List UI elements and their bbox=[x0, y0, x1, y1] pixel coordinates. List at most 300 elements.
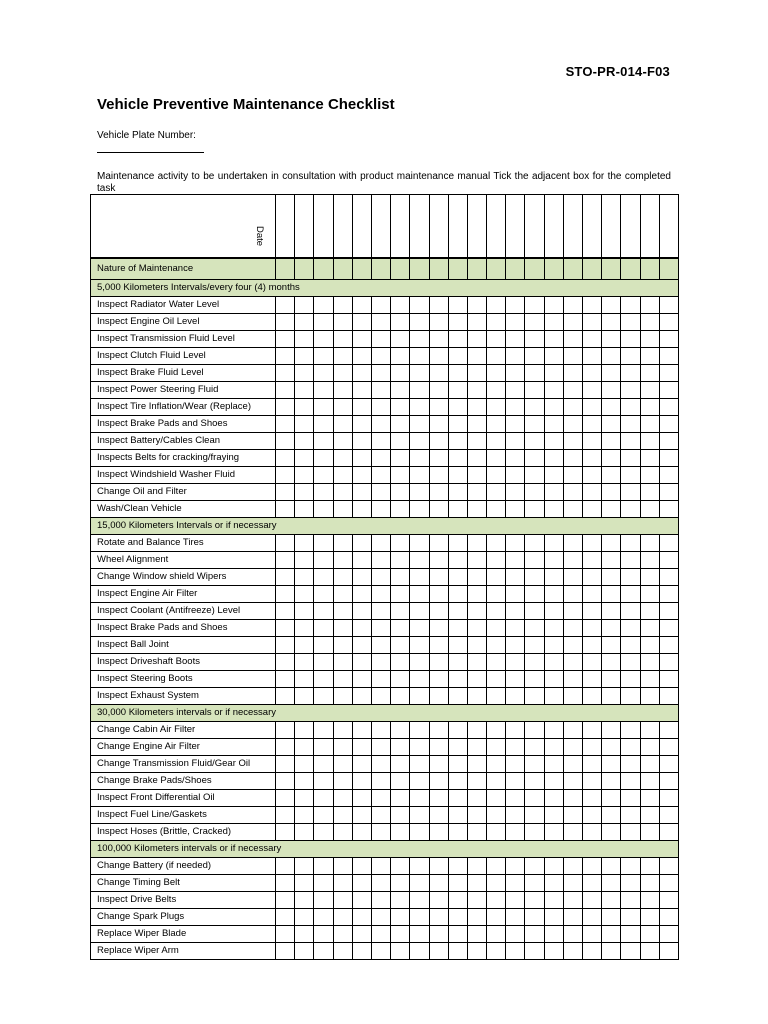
tick-box[interactable] bbox=[314, 484, 333, 501]
tick-box[interactable] bbox=[583, 620, 602, 637]
tick-box[interactable] bbox=[506, 790, 525, 807]
tick-box[interactable] bbox=[640, 892, 659, 909]
tick-box[interactable] bbox=[659, 654, 678, 671]
tick-box[interactable] bbox=[352, 943, 371, 960]
tick-box[interactable] bbox=[276, 348, 295, 365]
tick-box[interactable] bbox=[583, 569, 602, 586]
tick-box[interactable] bbox=[391, 535, 410, 552]
tick-box[interactable] bbox=[391, 926, 410, 943]
tick-box[interactable] bbox=[391, 569, 410, 586]
tick-box[interactable] bbox=[506, 467, 525, 484]
tick-box[interactable] bbox=[621, 450, 640, 467]
tick-box[interactable] bbox=[352, 365, 371, 382]
tick-box[interactable] bbox=[448, 365, 467, 382]
tick-box[interactable] bbox=[640, 790, 659, 807]
tick-box[interactable] bbox=[352, 909, 371, 926]
tick-box[interactable] bbox=[276, 637, 295, 654]
tick-box[interactable] bbox=[506, 433, 525, 450]
tick-box[interactable] bbox=[602, 348, 621, 365]
tick-box[interactable] bbox=[659, 314, 678, 331]
tick-box[interactable] bbox=[602, 790, 621, 807]
tick-box[interactable] bbox=[295, 654, 314, 671]
tick-box[interactable] bbox=[602, 603, 621, 620]
tick-box[interactable] bbox=[563, 314, 582, 331]
tick-box[interactable] bbox=[467, 535, 486, 552]
tick-box[interactable] bbox=[602, 892, 621, 909]
tick-box[interactable] bbox=[391, 416, 410, 433]
tick-box[interactable] bbox=[506, 756, 525, 773]
tick-box[interactable] bbox=[525, 382, 544, 399]
tick-box[interactable] bbox=[429, 365, 448, 382]
tick-box[interactable] bbox=[333, 824, 352, 841]
tick-box[interactable] bbox=[314, 552, 333, 569]
tick-box[interactable] bbox=[333, 756, 352, 773]
tick-box[interactable] bbox=[333, 501, 352, 518]
tick-box[interactable] bbox=[640, 807, 659, 824]
tick-box[interactable] bbox=[621, 399, 640, 416]
tick-box[interactable] bbox=[391, 297, 410, 314]
date-cell[interactable] bbox=[410, 195, 429, 259]
tick-box[interactable] bbox=[429, 552, 448, 569]
tick-box[interactable] bbox=[621, 501, 640, 518]
tick-box[interactable] bbox=[621, 756, 640, 773]
tick-box[interactable] bbox=[371, 892, 390, 909]
tick-box[interactable] bbox=[391, 331, 410, 348]
header-cell[interactable] bbox=[352, 258, 371, 280]
tick-box[interactable] bbox=[563, 620, 582, 637]
tick-box[interactable] bbox=[467, 552, 486, 569]
tick-box[interactable] bbox=[352, 382, 371, 399]
tick-box[interactable] bbox=[467, 671, 486, 688]
tick-box[interactable] bbox=[314, 535, 333, 552]
tick-box[interactable] bbox=[525, 569, 544, 586]
tick-box[interactable] bbox=[563, 569, 582, 586]
tick-box[interactable] bbox=[333, 569, 352, 586]
tick-box[interactable] bbox=[448, 654, 467, 671]
tick-box[interactable] bbox=[621, 416, 640, 433]
tick-box[interactable] bbox=[640, 858, 659, 875]
tick-box[interactable] bbox=[487, 586, 506, 603]
tick-box[interactable] bbox=[525, 484, 544, 501]
tick-box[interactable] bbox=[506, 875, 525, 892]
tick-box[interactable] bbox=[640, 535, 659, 552]
date-cell[interactable] bbox=[525, 195, 544, 259]
tick-box[interactable] bbox=[525, 620, 544, 637]
tick-box[interactable] bbox=[333, 535, 352, 552]
tick-box[interactable] bbox=[314, 875, 333, 892]
tick-box[interactable] bbox=[621, 909, 640, 926]
tick-box[interactable] bbox=[371, 654, 390, 671]
tick-box[interactable] bbox=[525, 756, 544, 773]
date-cell[interactable] bbox=[659, 195, 678, 259]
tick-box[interactable] bbox=[410, 773, 429, 790]
tick-box[interactable] bbox=[371, 484, 390, 501]
tick-box[interactable] bbox=[467, 501, 486, 518]
tick-box[interactable] bbox=[544, 450, 563, 467]
tick-box[interactable] bbox=[583, 331, 602, 348]
tick-box[interactable] bbox=[352, 603, 371, 620]
tick-box[interactable] bbox=[583, 892, 602, 909]
tick-box[interactable] bbox=[659, 892, 678, 909]
tick-box[interactable] bbox=[602, 399, 621, 416]
tick-box[interactable] bbox=[276, 858, 295, 875]
tick-box[interactable] bbox=[295, 909, 314, 926]
tick-box[interactable] bbox=[429, 654, 448, 671]
tick-box[interactable] bbox=[410, 399, 429, 416]
tick-box[interactable] bbox=[295, 399, 314, 416]
tick-box[interactable] bbox=[506, 722, 525, 739]
tick-box[interactable] bbox=[506, 348, 525, 365]
tick-box[interactable] bbox=[602, 875, 621, 892]
tick-box[interactable] bbox=[467, 688, 486, 705]
tick-box[interactable] bbox=[352, 688, 371, 705]
tick-box[interactable] bbox=[640, 756, 659, 773]
tick-box[interactable] bbox=[487, 433, 506, 450]
tick-box[interactable] bbox=[448, 382, 467, 399]
tick-box[interactable] bbox=[333, 620, 352, 637]
tick-box[interactable] bbox=[640, 909, 659, 926]
tick-box[interactable] bbox=[602, 688, 621, 705]
tick-box[interactable] bbox=[448, 620, 467, 637]
tick-box[interactable] bbox=[621, 739, 640, 756]
tick-box[interactable] bbox=[391, 433, 410, 450]
tick-box[interactable] bbox=[563, 382, 582, 399]
tick-box[interactable] bbox=[391, 671, 410, 688]
tick-box[interactable] bbox=[563, 654, 582, 671]
tick-box[interactable] bbox=[563, 399, 582, 416]
tick-box[interactable] bbox=[314, 416, 333, 433]
tick-box[interactable] bbox=[621, 382, 640, 399]
tick-box[interactable] bbox=[371, 688, 390, 705]
date-cell[interactable] bbox=[487, 195, 506, 259]
tick-box[interactable] bbox=[506, 926, 525, 943]
tick-box[interactable] bbox=[295, 807, 314, 824]
tick-box[interactable] bbox=[544, 790, 563, 807]
tick-box[interactable] bbox=[563, 824, 582, 841]
tick-box[interactable] bbox=[448, 569, 467, 586]
tick-box[interactable] bbox=[621, 535, 640, 552]
tick-box[interactable] bbox=[640, 467, 659, 484]
date-cell[interactable] bbox=[371, 195, 390, 259]
date-cell[interactable] bbox=[429, 195, 448, 259]
tick-box[interactable] bbox=[640, 382, 659, 399]
tick-box[interactable] bbox=[391, 382, 410, 399]
tick-box[interactable] bbox=[544, 484, 563, 501]
tick-box[interactable] bbox=[429, 739, 448, 756]
tick-box[interactable] bbox=[659, 484, 678, 501]
tick-box[interactable] bbox=[602, 824, 621, 841]
tick-box[interactable] bbox=[640, 824, 659, 841]
tick-box[interactable] bbox=[352, 654, 371, 671]
tick-box[interactable] bbox=[352, 824, 371, 841]
tick-box[interactable] bbox=[467, 858, 486, 875]
tick-box[interactable] bbox=[487, 824, 506, 841]
tick-box[interactable] bbox=[391, 654, 410, 671]
tick-box[interactable] bbox=[276, 671, 295, 688]
tick-box[interactable] bbox=[467, 569, 486, 586]
header-cell[interactable] bbox=[583, 258, 602, 280]
tick-box[interactable] bbox=[448, 926, 467, 943]
tick-box[interactable] bbox=[371, 450, 390, 467]
tick-box[interactable] bbox=[429, 467, 448, 484]
tick-box[interactable] bbox=[621, 926, 640, 943]
tick-box[interactable] bbox=[448, 790, 467, 807]
tick-box[interactable] bbox=[621, 773, 640, 790]
tick-box[interactable] bbox=[314, 297, 333, 314]
tick-box[interactable] bbox=[429, 535, 448, 552]
tick-box[interactable] bbox=[525, 654, 544, 671]
tick-box[interactable] bbox=[602, 654, 621, 671]
tick-box[interactable] bbox=[448, 331, 467, 348]
tick-box[interactable] bbox=[410, 620, 429, 637]
tick-box[interactable] bbox=[410, 637, 429, 654]
tick-box[interactable] bbox=[602, 943, 621, 960]
tick-box[interactable] bbox=[602, 416, 621, 433]
tick-box[interactable] bbox=[410, 569, 429, 586]
tick-box[interactable] bbox=[621, 892, 640, 909]
tick-box[interactable] bbox=[410, 892, 429, 909]
tick-box[interactable] bbox=[333, 943, 352, 960]
tick-box[interactable] bbox=[314, 586, 333, 603]
tick-box[interactable] bbox=[314, 637, 333, 654]
tick-box[interactable] bbox=[467, 348, 486, 365]
tick-box[interactable] bbox=[371, 671, 390, 688]
tick-box[interactable] bbox=[276, 586, 295, 603]
tick-box[interactable] bbox=[429, 756, 448, 773]
tick-box[interactable] bbox=[276, 756, 295, 773]
tick-box[interactable] bbox=[391, 484, 410, 501]
tick-box[interactable] bbox=[333, 926, 352, 943]
tick-box[interactable] bbox=[583, 467, 602, 484]
tick-box[interactable] bbox=[659, 501, 678, 518]
header-cell[interactable] bbox=[371, 258, 390, 280]
tick-box[interactable] bbox=[525, 501, 544, 518]
tick-box[interactable] bbox=[371, 824, 390, 841]
tick-box[interactable] bbox=[276, 603, 295, 620]
tick-box[interactable] bbox=[602, 365, 621, 382]
tick-box[interactable] bbox=[583, 807, 602, 824]
tick-box[interactable] bbox=[583, 654, 602, 671]
tick-box[interactable] bbox=[448, 671, 467, 688]
header-cell[interactable] bbox=[410, 258, 429, 280]
tick-box[interactable] bbox=[487, 926, 506, 943]
tick-box[interactable] bbox=[448, 722, 467, 739]
tick-box[interactable] bbox=[448, 637, 467, 654]
tick-box[interactable] bbox=[429, 671, 448, 688]
date-cell[interactable] bbox=[295, 195, 314, 259]
tick-box[interactable] bbox=[429, 569, 448, 586]
tick-box[interactable] bbox=[602, 297, 621, 314]
tick-box[interactable] bbox=[659, 739, 678, 756]
tick-box[interactable] bbox=[563, 501, 582, 518]
tick-box[interactable] bbox=[583, 824, 602, 841]
tick-box[interactable] bbox=[429, 824, 448, 841]
tick-box[interactable] bbox=[621, 314, 640, 331]
tick-box[interactable] bbox=[352, 467, 371, 484]
tick-box[interactable] bbox=[659, 637, 678, 654]
tick-box[interactable] bbox=[352, 552, 371, 569]
tick-box[interactable] bbox=[621, 807, 640, 824]
tick-box[interactable] bbox=[314, 569, 333, 586]
tick-box[interactable] bbox=[544, 654, 563, 671]
tick-box[interactable] bbox=[467, 433, 486, 450]
tick-box[interactable] bbox=[314, 467, 333, 484]
tick-box[interactable] bbox=[563, 365, 582, 382]
tick-box[interactable] bbox=[525, 637, 544, 654]
tick-box[interactable] bbox=[467, 365, 486, 382]
tick-box[interactable] bbox=[487, 348, 506, 365]
tick-box[interactable] bbox=[352, 399, 371, 416]
tick-box[interactable] bbox=[371, 790, 390, 807]
tick-box[interactable] bbox=[276, 399, 295, 416]
tick-box[interactable] bbox=[640, 875, 659, 892]
tick-box[interactable] bbox=[602, 773, 621, 790]
tick-box[interactable] bbox=[314, 909, 333, 926]
tick-box[interactable] bbox=[333, 552, 352, 569]
tick-box[interactable] bbox=[525, 416, 544, 433]
header-cell[interactable] bbox=[391, 258, 410, 280]
tick-box[interactable] bbox=[352, 450, 371, 467]
tick-box[interactable] bbox=[295, 331, 314, 348]
tick-box[interactable] bbox=[352, 484, 371, 501]
tick-box[interactable] bbox=[391, 314, 410, 331]
tick-box[interactable] bbox=[525, 739, 544, 756]
tick-box[interactable] bbox=[506, 501, 525, 518]
tick-box[interactable] bbox=[314, 501, 333, 518]
tick-box[interactable] bbox=[487, 773, 506, 790]
tick-box[interactable] bbox=[602, 620, 621, 637]
header-cell[interactable] bbox=[640, 258, 659, 280]
tick-box[interactable] bbox=[487, 297, 506, 314]
tick-box[interactable] bbox=[410, 688, 429, 705]
tick-box[interactable] bbox=[525, 909, 544, 926]
date-cell[interactable] bbox=[583, 195, 602, 259]
tick-box[interactable] bbox=[276, 943, 295, 960]
tick-box[interactable] bbox=[410, 348, 429, 365]
tick-box[interactable] bbox=[410, 807, 429, 824]
tick-box[interactable] bbox=[659, 603, 678, 620]
tick-box[interactable] bbox=[352, 535, 371, 552]
tick-box[interactable] bbox=[391, 824, 410, 841]
tick-box[interactable] bbox=[371, 909, 390, 926]
tick-box[interactable] bbox=[621, 790, 640, 807]
tick-box[interactable] bbox=[506, 569, 525, 586]
tick-box[interactable] bbox=[525, 773, 544, 790]
tick-box[interactable] bbox=[544, 382, 563, 399]
tick-box[interactable] bbox=[544, 620, 563, 637]
date-cell[interactable] bbox=[563, 195, 582, 259]
tick-box[interactable] bbox=[429, 773, 448, 790]
tick-box[interactable] bbox=[295, 943, 314, 960]
tick-box[interactable] bbox=[525, 433, 544, 450]
tick-box[interactable] bbox=[448, 756, 467, 773]
tick-box[interactable] bbox=[295, 535, 314, 552]
tick-box[interactable] bbox=[544, 552, 563, 569]
tick-box[interactable] bbox=[544, 603, 563, 620]
tick-box[interactable] bbox=[602, 739, 621, 756]
tick-box[interactable] bbox=[371, 348, 390, 365]
tick-box[interactable] bbox=[506, 586, 525, 603]
tick-box[interactable] bbox=[410, 365, 429, 382]
tick-box[interactable] bbox=[352, 671, 371, 688]
header-cell[interactable] bbox=[506, 258, 525, 280]
tick-box[interactable] bbox=[544, 688, 563, 705]
tick-box[interactable] bbox=[333, 603, 352, 620]
tick-box[interactable] bbox=[583, 365, 602, 382]
tick-box[interactable] bbox=[659, 807, 678, 824]
tick-box[interactable] bbox=[621, 569, 640, 586]
tick-box[interactable] bbox=[391, 756, 410, 773]
tick-box[interactable] bbox=[333, 399, 352, 416]
tick-box[interactable] bbox=[467, 297, 486, 314]
tick-box[interactable] bbox=[410, 739, 429, 756]
tick-box[interactable] bbox=[506, 331, 525, 348]
tick-box[interactable] bbox=[448, 399, 467, 416]
tick-box[interactable] bbox=[314, 858, 333, 875]
tick-box[interactable] bbox=[276, 790, 295, 807]
tick-box[interactable] bbox=[314, 926, 333, 943]
tick-box[interactable] bbox=[429, 348, 448, 365]
tick-box[interactable] bbox=[352, 722, 371, 739]
tick-box[interactable] bbox=[602, 450, 621, 467]
tick-box[interactable] bbox=[640, 501, 659, 518]
tick-box[interactable] bbox=[276, 467, 295, 484]
tick-box[interactable] bbox=[602, 331, 621, 348]
tick-box[interactable] bbox=[563, 892, 582, 909]
tick-box[interactable] bbox=[525, 467, 544, 484]
tick-box[interactable] bbox=[276, 552, 295, 569]
tick-box[interactable] bbox=[276, 314, 295, 331]
tick-box[interactable] bbox=[314, 603, 333, 620]
tick-box[interactable] bbox=[487, 909, 506, 926]
tick-box[interactable] bbox=[640, 484, 659, 501]
tick-box[interactable] bbox=[295, 892, 314, 909]
tick-box[interactable] bbox=[583, 314, 602, 331]
tick-box[interactable] bbox=[659, 382, 678, 399]
tick-box[interactable] bbox=[314, 824, 333, 841]
tick-box[interactable] bbox=[314, 756, 333, 773]
tick-box[interactable] bbox=[314, 365, 333, 382]
tick-box[interactable] bbox=[448, 348, 467, 365]
tick-box[interactable] bbox=[487, 688, 506, 705]
tick-box[interactable] bbox=[640, 416, 659, 433]
tick-box[interactable] bbox=[276, 909, 295, 926]
tick-box[interactable] bbox=[467, 637, 486, 654]
tick-box[interactable] bbox=[352, 858, 371, 875]
tick-box[interactable] bbox=[544, 416, 563, 433]
tick-box[interactable] bbox=[371, 620, 390, 637]
tick-box[interactable] bbox=[448, 484, 467, 501]
tick-box[interactable] bbox=[429, 926, 448, 943]
tick-box[interactable] bbox=[314, 739, 333, 756]
header-cell[interactable] bbox=[525, 258, 544, 280]
tick-box[interactable] bbox=[621, 620, 640, 637]
tick-box[interactable] bbox=[621, 331, 640, 348]
tick-box[interactable] bbox=[410, 909, 429, 926]
tick-box[interactable] bbox=[352, 926, 371, 943]
tick-box[interactable] bbox=[391, 875, 410, 892]
tick-box[interactable] bbox=[563, 875, 582, 892]
tick-box[interactable] bbox=[563, 909, 582, 926]
tick-box[interactable] bbox=[563, 331, 582, 348]
tick-box[interactable] bbox=[487, 671, 506, 688]
tick-box[interactable] bbox=[487, 569, 506, 586]
tick-box[interactable] bbox=[583, 450, 602, 467]
tick-box[interactable] bbox=[429, 501, 448, 518]
tick-box[interactable] bbox=[333, 416, 352, 433]
tick-box[interactable] bbox=[525, 943, 544, 960]
tick-box[interactable] bbox=[448, 892, 467, 909]
